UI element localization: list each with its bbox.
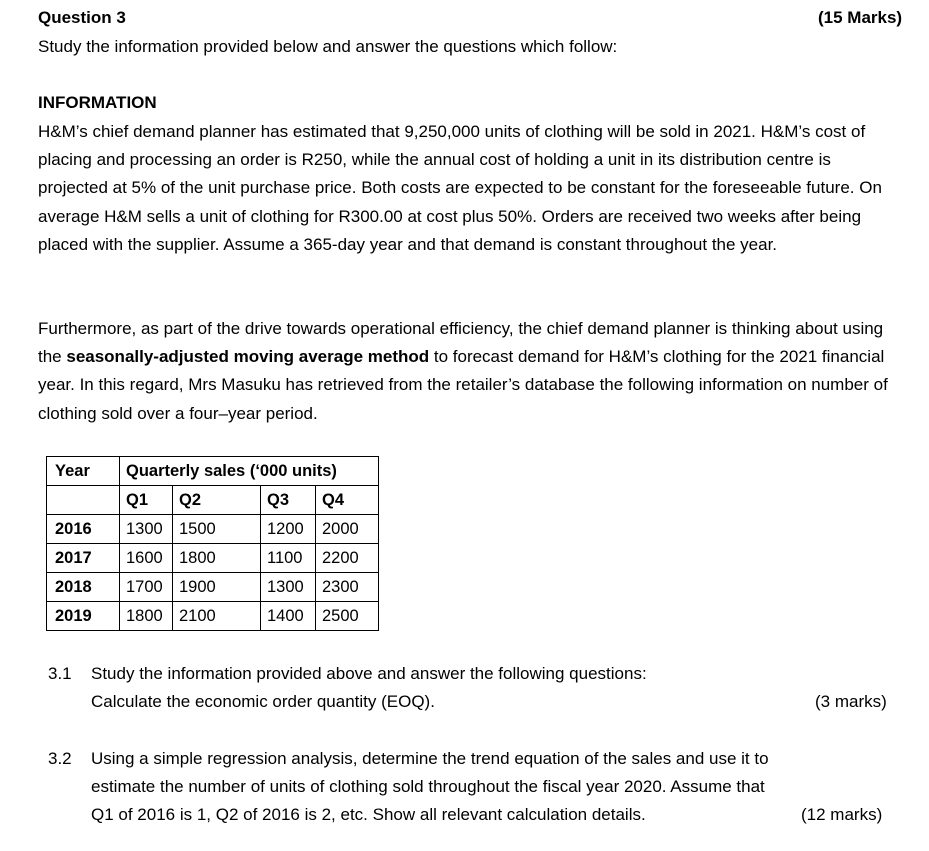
quarter-header-q3: Q3 — [261, 486, 316, 515]
paragraph-2-text-before: Furthermore, as part of the drive towards operational efficiency, the chief demand planner is thinking about using the — [38, 319, 884, 367]
sales-cell: 2000 — [316, 515, 379, 544]
question-marks: (15 Marks) — [818, 8, 903, 27]
sales-cell: 1800 — [173, 544, 261, 573]
sales-cell: 1300 — [261, 573, 316, 602]
year-header: Year — [47, 457, 120, 486]
sales-cell: 1300 — [120, 515, 173, 544]
question-3-2-line-2: estimate the number of units of clothing sold throughout the fiscal year 2020. Assume that — [91, 777, 765, 796]
sales-cell: 2200 — [316, 544, 379, 573]
sales-cell: 1200 — [261, 515, 316, 544]
sales-cell: 1100 — [261, 544, 316, 573]
question-3-2-line-3: Q1 of 2016 is 1, Q2 of 2016 is 2, etc. Show all relevant calculation details. — [91, 805, 646, 824]
year-cell: 2016 — [47, 515, 120, 544]
question-3-2-number: 3.2 — [48, 749, 72, 768]
year-cell: 2019 — [47, 602, 120, 631]
table-row — [47, 602, 379, 631]
empty-year-cell — [47, 486, 120, 515]
quarter-header-q4: Q4 — [316, 486, 379, 515]
question-3-1-line-2: Calculate the economic order quantity (EOQ). — [91, 692, 435, 711]
paragraph-2-bold-method: seasonally-adjusted moving average method — [66, 347, 430, 367]
sales-cell: 1800 — [120, 602, 173, 631]
table-row — [47, 515, 379, 544]
information-paragraph-2 — [38, 315, 898, 428]
information-heading: INFORMATION — [38, 93, 157, 112]
question-3-2-line-1: Using a simple regression analysis, determine the trend equation of the sales and use it to — [91, 749, 769, 768]
quarterly-sales-table — [46, 456, 379, 631]
sales-cell: 1500 — [173, 515, 261, 544]
instruction-text: Study the information provided below and answer the questions which follow: — [38, 37, 618, 56]
sales-cell: 1900 — [173, 573, 261, 602]
sales-cell: 1700 — [120, 573, 173, 602]
quarter-header-row — [47, 486, 379, 515]
quarterly-sales-header: Quarterly sales (‘000 units) — [120, 457, 379, 486]
question-3-2-marks: (12 marks) — [801, 805, 883, 824]
quarter-header-q2: Q2 — [173, 486, 261, 515]
sales-cell: 2100 — [173, 602, 261, 631]
quarter-header-q1: Q1 — [120, 486, 173, 515]
question-3-1-line-1: Study the information provided above and answer the following questions: — [91, 664, 647, 683]
sales-cell: 1400 — [261, 602, 316, 631]
table-row — [47, 573, 379, 602]
sales-cell: 1600 — [120, 544, 173, 573]
year-cell: 2018 — [47, 573, 120, 602]
table-row — [47, 544, 379, 573]
information-paragraph-1: H&M’s chief demand planner has estimated that 9,250,000 units of clothing will be sold in 2021. H&M’s cost of placing and processing an order is R250, while the annual cost of holding a unit in its distribution centre is projected at 5% of the unit purchase price. Both costs are expected to be constant for the foreseeable future. On average H&M sells a unit of clothing for R300.00 at cost plus 50%. Orders are received two weeks after being placed with the supplier. Assume a 365-day year and that demand is constant throughout the year. — [38, 122, 882, 254]
question-3-1-marks: (3 marks) — [815, 692, 887, 711]
question-title: Question 3 — [38, 8, 126, 27]
year-cell: 2017 — [47, 544, 120, 573]
sales-cell: 2300 — [316, 573, 379, 602]
paragraph-2-text-after: to forecast demand for H&M’s clothing for the 2021 financial year. In this regard, Mrs Masuku has retrieved from the retailer’s database the following information on number of clothing sold over a four–year period. — [38, 347, 888, 423]
sales-cell: 2500 — [316, 602, 379, 631]
question-3-1-number: 3.1 — [48, 664, 72, 683]
table-header-row — [47, 457, 379, 486]
